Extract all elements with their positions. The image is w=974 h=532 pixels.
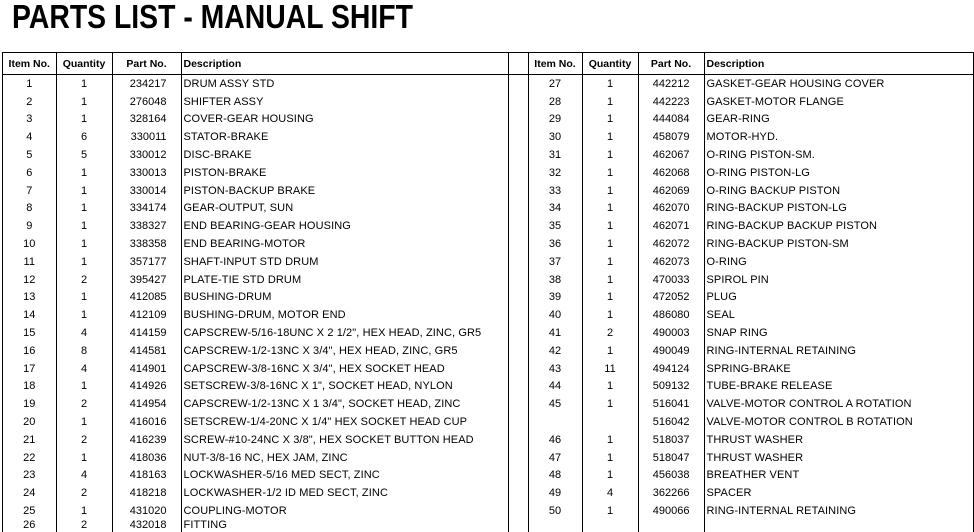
quantity-cell: 1 [582, 449, 638, 467]
part-no-cell: 518037 [638, 431, 704, 449]
description-cell: COVER-GEAR HOUSING [181, 111, 508, 129]
item-no-cell: 10 [23, 238, 36, 251]
item-no-cell: 46 [528, 431, 582, 449]
spacer-cell [508, 484, 528, 502]
description-cell: SPRING-BRAKE [704, 360, 973, 378]
item-no-cell [528, 413, 582, 431]
quantity-cell: 4 [56, 324, 112, 342]
part-no-cell: 490066 [638, 502, 704, 520]
item-no-cell: 31 [528, 146, 582, 164]
quantity-cell: 4 [56, 360, 112, 378]
header-quantity-2: Quantity [582, 53, 638, 75]
item-no-cell: 17 [23, 362, 36, 375]
item-no-cell: 38 [528, 271, 582, 289]
parts-rows [3, 75, 973, 532]
part-no-cell: 462071 [638, 217, 704, 235]
spacer-cell [508, 449, 528, 467]
description-cell: DISC-BRAKE [181, 146, 508, 164]
part-no-cell: 412109 [112, 306, 181, 324]
header-description-2: Description [704, 53, 973, 75]
part-no-cell: 234217 [112, 75, 181, 93]
item-no-cell: 25 [23, 505, 36, 518]
description-cell: SPIROL PIN [704, 271, 973, 289]
quantity-cell: 1 [56, 378, 112, 396]
description-cell: END BEARING-GEAR HOUSING [181, 217, 508, 235]
item-no-cell: 3 [26, 113, 33, 126]
item-no-cell: 2 [26, 95, 33, 108]
description-cell [704, 520, 973, 532]
description-cell: GEAR-OUTPUT, SUN [181, 200, 508, 218]
spacer-cell [508, 395, 528, 413]
part-no-cell: 494124 [638, 360, 704, 378]
quantity-cell: 1 [56, 200, 112, 218]
spacer-cell [508, 378, 528, 396]
spacer-cell [508, 520, 528, 532]
part-no-cell: 431020 [112, 502, 181, 520]
parts-table-frame [2, 52, 974, 532]
header-item-no: Item No. [3, 53, 56, 75]
item-no-cell: 9 [26, 220, 33, 233]
header-part-no-2: Part No. [638, 53, 704, 75]
item-no-cell: 7 [26, 184, 33, 197]
quantity-cell: 1 [582, 378, 638, 396]
quantity-cell: 1 [582, 75, 638, 93]
part-no-cell: 462073 [638, 253, 704, 271]
description-cell: SETSCREW-3/8-16NC X 1", SOCKET HEAD, NYLON [181, 378, 508, 396]
item-no-cell [528, 520, 582, 532]
quantity-cell: 1 [582, 217, 638, 235]
header-quantity: Quantity [56, 53, 112, 75]
header-description: Description [181, 53, 508, 75]
quantity-cell: 1 [56, 306, 112, 324]
quantity-cell: 2 [56, 484, 112, 502]
item-no-cell: 42 [528, 342, 582, 360]
part-no-cell: 442223 [638, 93, 704, 111]
table-row [3, 253, 973, 271]
table-row [3, 128, 973, 146]
description-cell: SHIFTER ASSY [181, 93, 508, 111]
description-cell: BUSHING-DRUM, MOTOR END [181, 306, 508, 324]
description-cell: PLUG [704, 289, 973, 307]
table-row [3, 484, 973, 502]
part-no-cell: 490049 [638, 342, 704, 360]
description-cell: BUSHING-DRUM [181, 289, 508, 307]
part-no-cell: 330013 [112, 164, 181, 182]
item-no-cell: 14 [23, 309, 36, 322]
quantity-cell: 1 [56, 253, 112, 271]
part-no-cell: 442212 [638, 75, 704, 93]
part-no-cell [638, 520, 704, 532]
description-cell: GASKET-GEAR HOUSING COVER [704, 75, 973, 93]
quantity-cell: 1 [56, 449, 112, 467]
part-no-cell: 414581 [112, 342, 181, 360]
part-no-cell: 486080 [638, 306, 704, 324]
description-cell: SHAFT-INPUT STD DRUM [181, 253, 508, 271]
quantity-cell: 6 [56, 128, 112, 146]
quantity-cell: 1 [56, 217, 112, 235]
description-cell: RING-BACKUP PISTON-LG [704, 200, 973, 218]
item-no-cell: 35 [528, 217, 582, 235]
description-cell: FITTING [181, 520, 508, 532]
item-no-cell: 22 [23, 451, 36, 464]
description-cell: SPACER [704, 484, 973, 502]
item-no-cell: 33 [528, 182, 582, 200]
quantity-cell: 1 [582, 467, 638, 485]
part-no-cell: 490003 [638, 324, 704, 342]
description-cell: LOCKWASHER-5/16 MED SECT, ZINC [181, 467, 508, 485]
spacer-cell [508, 413, 528, 431]
quantity-cell: 1 [582, 271, 638, 289]
item-no-cell: 18 [23, 380, 36, 393]
quantity-cell: 1 [56, 182, 112, 200]
item-no-cell: 37 [528, 253, 582, 271]
table-row [3, 449, 973, 467]
part-no-cell: 516042 [638, 413, 704, 431]
spacer-cell [508, 128, 528, 146]
part-no-cell: 418163 [112, 467, 181, 485]
quantity-cell: 1 [56, 413, 112, 431]
item-no-cell: 26 [23, 519, 36, 531]
description-cell: PISTON-BRAKE [181, 164, 508, 182]
quantity-cell: 2 [56, 271, 112, 289]
description-cell: TUBE-BRAKE RELEASE [704, 378, 973, 396]
item-no-cell: 28 [528, 93, 582, 111]
part-no-cell: 338358 [112, 235, 181, 253]
description-cell: VALVE-MOTOR CONTROL B ROTATION [704, 413, 973, 431]
table-row [3, 502, 973, 520]
spacer-cell [508, 182, 528, 200]
description-cell: SNAP RING [704, 324, 973, 342]
description-cell: VALVE-MOTOR CONTROL A ROTATION [704, 395, 973, 413]
part-no-cell: 458079 [638, 128, 704, 146]
table-row [3, 217, 973, 235]
part-no-cell: 432018 [112, 520, 181, 532]
quantity-cell: 1 [582, 395, 638, 413]
quantity-cell: 1 [582, 182, 638, 200]
item-no-cell: 16 [23, 344, 36, 357]
table-row [3, 360, 973, 378]
part-no-cell: 418218 [112, 484, 181, 502]
part-no-cell: 462070 [638, 200, 704, 218]
quantity-cell: 1 [582, 200, 638, 218]
quantity-cell: 1 [56, 75, 112, 93]
item-no-cell: 20 [23, 416, 36, 429]
item-no-cell: 5 [26, 149, 33, 162]
spacer-cell [508, 324, 528, 342]
part-no-cell: 414926 [112, 378, 181, 396]
table-row [3, 413, 973, 431]
item-no-cell: 44 [528, 378, 582, 396]
description-cell: SCREW-#10-24NC X 3/8", HEX SOCKET BUTTON HEAD [181, 431, 508, 449]
quantity-cell: 1 [582, 253, 638, 271]
description-cell: PLATE-TIE STD DRUM [181, 271, 508, 289]
part-no-cell: 462072 [638, 235, 704, 253]
quantity-cell: 2 [582, 324, 638, 342]
quantity-cell: 11 [582, 360, 638, 378]
part-no-cell: 456038 [638, 467, 704, 485]
item-no-cell: 15 [23, 327, 36, 340]
part-no-cell: 416016 [112, 413, 181, 431]
part-no-cell: 334174 [112, 200, 181, 218]
quantity-cell: 1 [582, 111, 638, 129]
table-row [3, 164, 973, 182]
quantity-cell [582, 520, 638, 532]
description-cell: SETSCREW-1/4-20NC X 1/4" HEX SOCKET HEAD CUP [181, 413, 508, 431]
table-row [3, 93, 973, 111]
spacer-cell [508, 431, 528, 449]
table-row [3, 111, 973, 129]
description-cell: CAPSCREW-3/8-16NC X 3/4", HEX SOCKET HEAD [181, 360, 508, 378]
item-no-cell: 13 [23, 291, 36, 304]
item-no-cell: 23 [23, 469, 36, 482]
quantity-cell: 1 [582, 128, 638, 146]
item-no-cell: 50 [528, 502, 582, 520]
item-no-cell: 32 [528, 164, 582, 182]
spacer-cell [508, 93, 528, 111]
description-cell: RING-BACKUP BACKUP PISTON [704, 217, 973, 235]
part-no-cell: 509132 [638, 378, 704, 396]
spacer-cell [508, 235, 528, 253]
quantity-cell: 2 [56, 520, 112, 532]
spacer-cell [508, 253, 528, 271]
item-no-cell: 11 [23, 255, 35, 268]
quantity-cell: 1 [582, 146, 638, 164]
part-no-cell: 395427 [112, 271, 181, 289]
part-no-cell: 472052 [638, 289, 704, 307]
quantity-cell: 1 [582, 502, 638, 520]
spacer-cell [508, 467, 528, 485]
item-no-cell: 29 [528, 111, 582, 129]
spacer-cell [508, 360, 528, 378]
item-no-cell: 19 [23, 398, 36, 411]
item-no-cell: 21 [23, 433, 36, 446]
item-no-cell: 1 [26, 77, 33, 90]
description-cell: CAPSCREW-1/2-13NC X 1 3/4", SOCKET HEAD, ZINC [181, 395, 508, 413]
table-row [3, 324, 973, 342]
description-cell: THRUST WASHER [704, 431, 973, 449]
description-cell: END BEARING-MOTOR [181, 235, 508, 253]
header-spacer [508, 53, 528, 75]
quantity-cell: 2 [56, 395, 112, 413]
quantity-cell [582, 413, 638, 431]
part-no-cell: 470033 [638, 271, 704, 289]
part-no-cell: 338327 [112, 217, 181, 235]
table-row [3, 395, 973, 413]
part-no-cell: 462069 [638, 182, 704, 200]
part-no-cell: 414159 [112, 324, 181, 342]
part-no-cell: 416239 [112, 431, 181, 449]
item-no-cell: 30 [528, 128, 582, 146]
part-no-cell: 414901 [112, 360, 181, 378]
part-no-cell: 414954 [112, 395, 181, 413]
parts-table [3, 53, 973, 532]
item-no-cell: 45 [528, 395, 582, 413]
quantity-cell: 1 [56, 235, 112, 253]
table-row [3, 146, 973, 164]
quantity-cell: 1 [56, 289, 112, 307]
item-no-cell: 4 [26, 131, 33, 144]
header-item-no-2: Item No. [528, 53, 582, 75]
description-cell: SEAL [704, 306, 973, 324]
quantity-cell: 8 [56, 342, 112, 360]
spacer-cell [508, 342, 528, 360]
description-cell: RING-INTERNAL RETAINING [704, 342, 973, 360]
item-no-cell: 12 [23, 273, 36, 286]
item-no-cell: 48 [528, 467, 582, 485]
description-cell: LOCKWASHER-1/2 ID MED SECT, ZINC [181, 484, 508, 502]
quantity-cell: 4 [582, 484, 638, 502]
table-row [3, 271, 973, 289]
quantity-cell: 4 [56, 467, 112, 485]
table-row [3, 289, 973, 307]
part-no-cell: 462068 [638, 164, 704, 182]
quantity-cell: 1 [582, 342, 638, 360]
description-cell: RING-BACKUP PISTON-SM [704, 235, 973, 253]
quantity-cell: 1 [56, 111, 112, 129]
spacer-cell [508, 271, 528, 289]
spacer-cell [508, 200, 528, 218]
description-cell: NUT-3/8-16 NC, HEX JAM, ZINC [181, 449, 508, 467]
quantity-cell: 1 [582, 289, 638, 307]
description-cell: THRUST WASHER [704, 449, 973, 467]
part-no-cell: 330014 [112, 182, 181, 200]
description-cell: PISTON-BACKUP BRAKE [181, 182, 508, 200]
table-row [3, 431, 973, 449]
quantity-cell: 1 [582, 93, 638, 111]
item-no-cell: 6 [26, 166, 33, 179]
spacer-cell [508, 217, 528, 235]
description-cell: O-RING BACKUP PISTON [704, 182, 973, 200]
spacer-cell [508, 146, 528, 164]
item-no-cell: 24 [23, 487, 36, 500]
table-row [3, 182, 973, 200]
table-row [3, 342, 973, 360]
item-no-cell: 47 [528, 449, 582, 467]
spacer-cell [508, 502, 528, 520]
description-cell: DRUM ASSY STD [181, 75, 508, 93]
quantity-cell: 1 [56, 164, 112, 182]
part-no-cell: 412085 [112, 289, 181, 307]
item-no-cell: 36 [528, 235, 582, 253]
quantity-cell: 1 [582, 164, 638, 182]
item-no-cell: 43 [528, 360, 582, 378]
part-no-cell: 444084 [638, 111, 704, 129]
item-no-cell: 49 [528, 484, 582, 502]
quantity-cell: 1 [582, 235, 638, 253]
description-cell: GEAR-RING [704, 111, 973, 129]
part-no-cell: 276048 [112, 93, 181, 111]
page-title: PARTS LIST - MANUAL SHIFT [12, 0, 413, 35]
part-no-cell: 330012 [112, 146, 181, 164]
description-cell: RING-INTERNAL RETAINING [704, 502, 973, 520]
part-no-cell: 362266 [638, 484, 704, 502]
part-no-cell: 330011 [112, 128, 181, 146]
table-row [3, 467, 973, 485]
description-cell: O-RING PISTON-SM. [704, 146, 973, 164]
quantity-cell: 1 [56, 502, 112, 520]
description-cell: O-RING PISTON-LG [704, 164, 973, 182]
item-no-cell: 39 [528, 289, 582, 307]
description-cell: CAPSCREW-1/2-13NC X 3/4", HEX HEAD, ZINC, GR5 [181, 342, 508, 360]
quantity-cell: 1 [582, 431, 638, 449]
spacer-cell [508, 306, 528, 324]
part-no-cell: 328164 [112, 111, 181, 129]
quantity-cell: 1 [582, 306, 638, 324]
table-row [3, 378, 973, 396]
table-row [3, 306, 973, 324]
spacer-cell [508, 164, 528, 182]
part-no-cell: 357177 [112, 253, 181, 271]
quantity-cell: 2 [56, 431, 112, 449]
item-no-cell: 8 [26, 202, 33, 215]
header-part-no: Part No. [112, 53, 181, 75]
table-row [3, 235, 973, 253]
description-cell: O-RING [704, 253, 973, 271]
part-no-cell: 418036 [112, 449, 181, 467]
description-cell: BREATHER VENT [704, 467, 973, 485]
item-no-cell: 41 [528, 324, 582, 342]
header-row [3, 53, 973, 75]
table-row [3, 520, 973, 532]
spacer-cell [508, 289, 528, 307]
description-cell: STATOR-BRAKE [181, 128, 508, 146]
quantity-cell: 5 [56, 146, 112, 164]
part-no-cell: 516041 [638, 395, 704, 413]
table-row [3, 200, 973, 218]
part-no-cell: 518047 [638, 449, 704, 467]
description-cell: CAPSCREW-5/16-18UNC X 2 1/2", HEX HEAD, ZINC, GR5 [181, 324, 508, 342]
table-row [3, 75, 973, 93]
item-no-cell: 27 [528, 75, 582, 93]
spacer-cell [508, 75, 528, 93]
description-cell: GASKET-MOTOR FLANGE [704, 93, 973, 111]
item-no-cell: 34 [528, 200, 582, 218]
description-cell: MOTOR-HYD. [704, 128, 973, 146]
description-cell: COUPLING-MOTOR [181, 502, 508, 520]
spacer-cell [508, 111, 528, 129]
item-no-cell: 40 [528, 306, 582, 324]
part-no-cell: 462067 [638, 146, 704, 164]
quantity-cell: 1 [56, 93, 112, 111]
